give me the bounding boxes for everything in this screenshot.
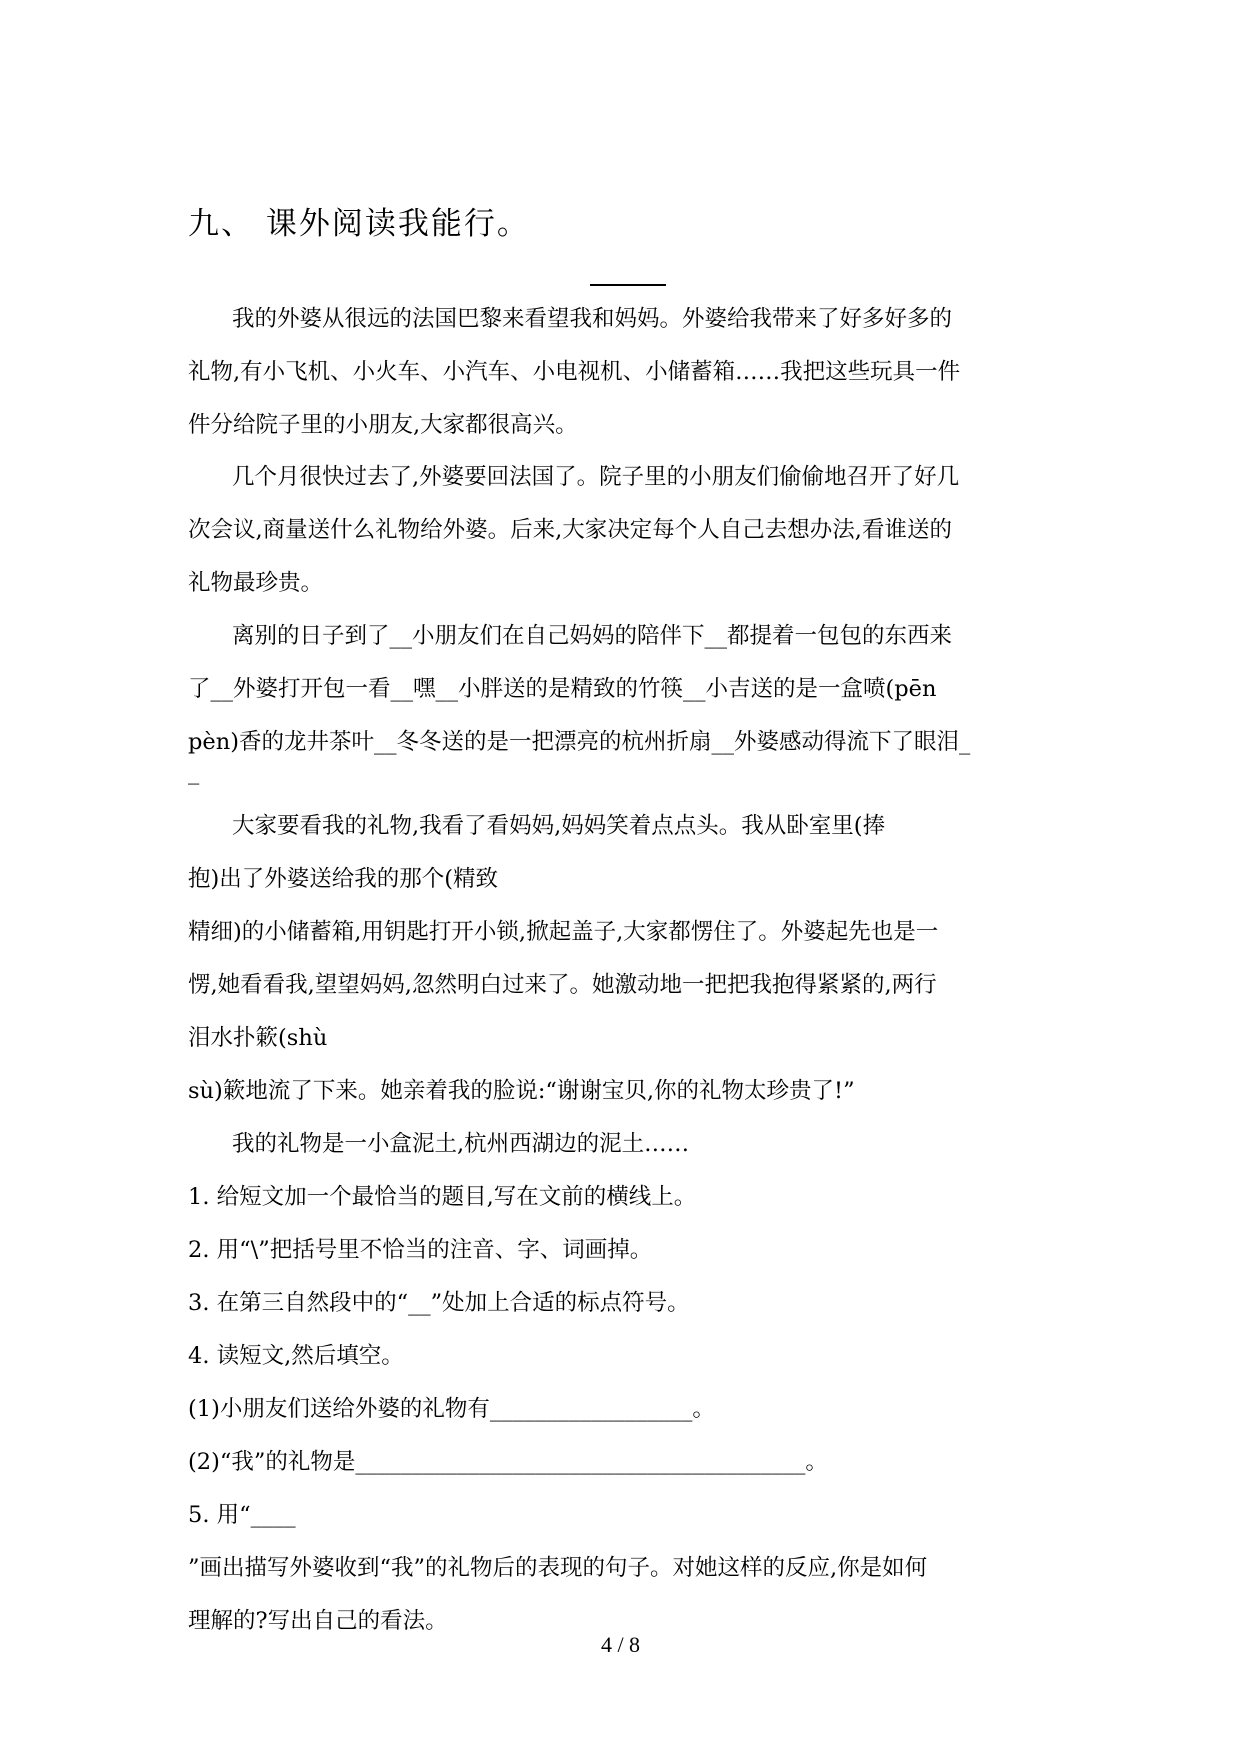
passage-p2-line-3: 礼物最珍贵。 xyxy=(188,570,324,596)
question-1: 1. 给短文加一个最恰当的题目,写在文前的横线上。 xyxy=(188,1184,697,1210)
passage-p4-line-3: 精细)的小储蓄箱,用钥匙打开小锁,掀起盖子,大家都愣住了。外婆起先也是一 xyxy=(188,919,939,945)
question-3: 3. 在第三自然段中的“__”处加上合适的标点符号。 xyxy=(188,1290,690,1316)
question-4-1: (1)小朋友们送给外婆的礼物有__________________。 xyxy=(188,1396,715,1422)
passage-p4-line-4: 愣,她看看我,望望妈妈,忽然明白过来了。她激动地一把把我抱得紧紧的,两行 xyxy=(188,972,937,998)
section-title: 九、 课外阅读我能行。 xyxy=(188,206,530,242)
passage-p4-line-6: sù)簌地流了下来。她亲着我的脸说:“谢谢宝贝,你的礼物太珍贵了!” xyxy=(188,1078,855,1104)
passage-p3-line-2: 了__外婆打开包一看__嘿__小胖送的是精致的竹筷__小吉送的是一盒喷(pēn xyxy=(188,676,937,702)
passage-p1-line-1: 我的外婆从很远的法国巴黎来看望我和妈妈。外婆给我带来了好多好多的 xyxy=(232,306,953,332)
passage-p4-line-2: 抱)出了外婆送给我的那个(精致 xyxy=(188,866,499,892)
question-5-line-3: 理解的?写出自己的看法。 xyxy=(188,1608,448,1634)
article-title-blank-line xyxy=(590,284,666,286)
passage-p1-line-3: 件分给院子里的小朋友,大家都很高兴。 xyxy=(188,412,578,438)
question-4-2: (2)“我”的礼物是________________________________________。 xyxy=(188,1449,828,1475)
passage-p3-line-3: pèn)香的龙井茶叶__冬冬送的是一把漂亮的杭州折扇__外婆感动得流下了眼泪_ xyxy=(188,729,971,755)
passage-p4-line-1: 大家要看我的礼物,我看了看妈妈,妈妈笑着点点头。我从卧室里(捧 xyxy=(232,813,886,839)
question-5-line-2: ”画出描写外婆收到“我”的礼物后的表现的句子。对她这样的反应,你是如何 xyxy=(188,1555,928,1581)
passage-p2-line-1: 几个月很快过去了,外婆要回法国了。院子里的小朋友们偷偷地召开了好几 xyxy=(232,464,960,490)
page-number: 4 / 8 xyxy=(600,1632,641,1657)
question-2: 2. 用“\”把括号里不恰当的注音、字、词画掉。 xyxy=(188,1237,653,1263)
passage-p2-line-2: 次会议,商量送什么礼物给外婆。后来,大家决定每个人自己去想办法,看谁送的 xyxy=(188,517,952,543)
passage-p1-line-2: 礼物,有小飞机、小火车、小汽车、小电视机、小储蓄箱……我把这些玩具一件 xyxy=(188,359,961,385)
passage-p3-line-4: _ xyxy=(188,759,200,785)
question-5-line-1: 5. 用“____ xyxy=(188,1502,296,1528)
passage-p5-line-1: 我的礼物是一小盒泥土,杭州西湖边的泥土…… xyxy=(232,1131,690,1157)
question-4: 4. 读短文,然后填空。 xyxy=(188,1343,404,1369)
passage-p4-line-5: 泪水扑簌(shù xyxy=(188,1025,328,1051)
passage-p3-line-1: 离别的日子到了__小朋友们在自己妈妈的陪伴下__都提着一包包的东西来 xyxy=(232,623,953,649)
